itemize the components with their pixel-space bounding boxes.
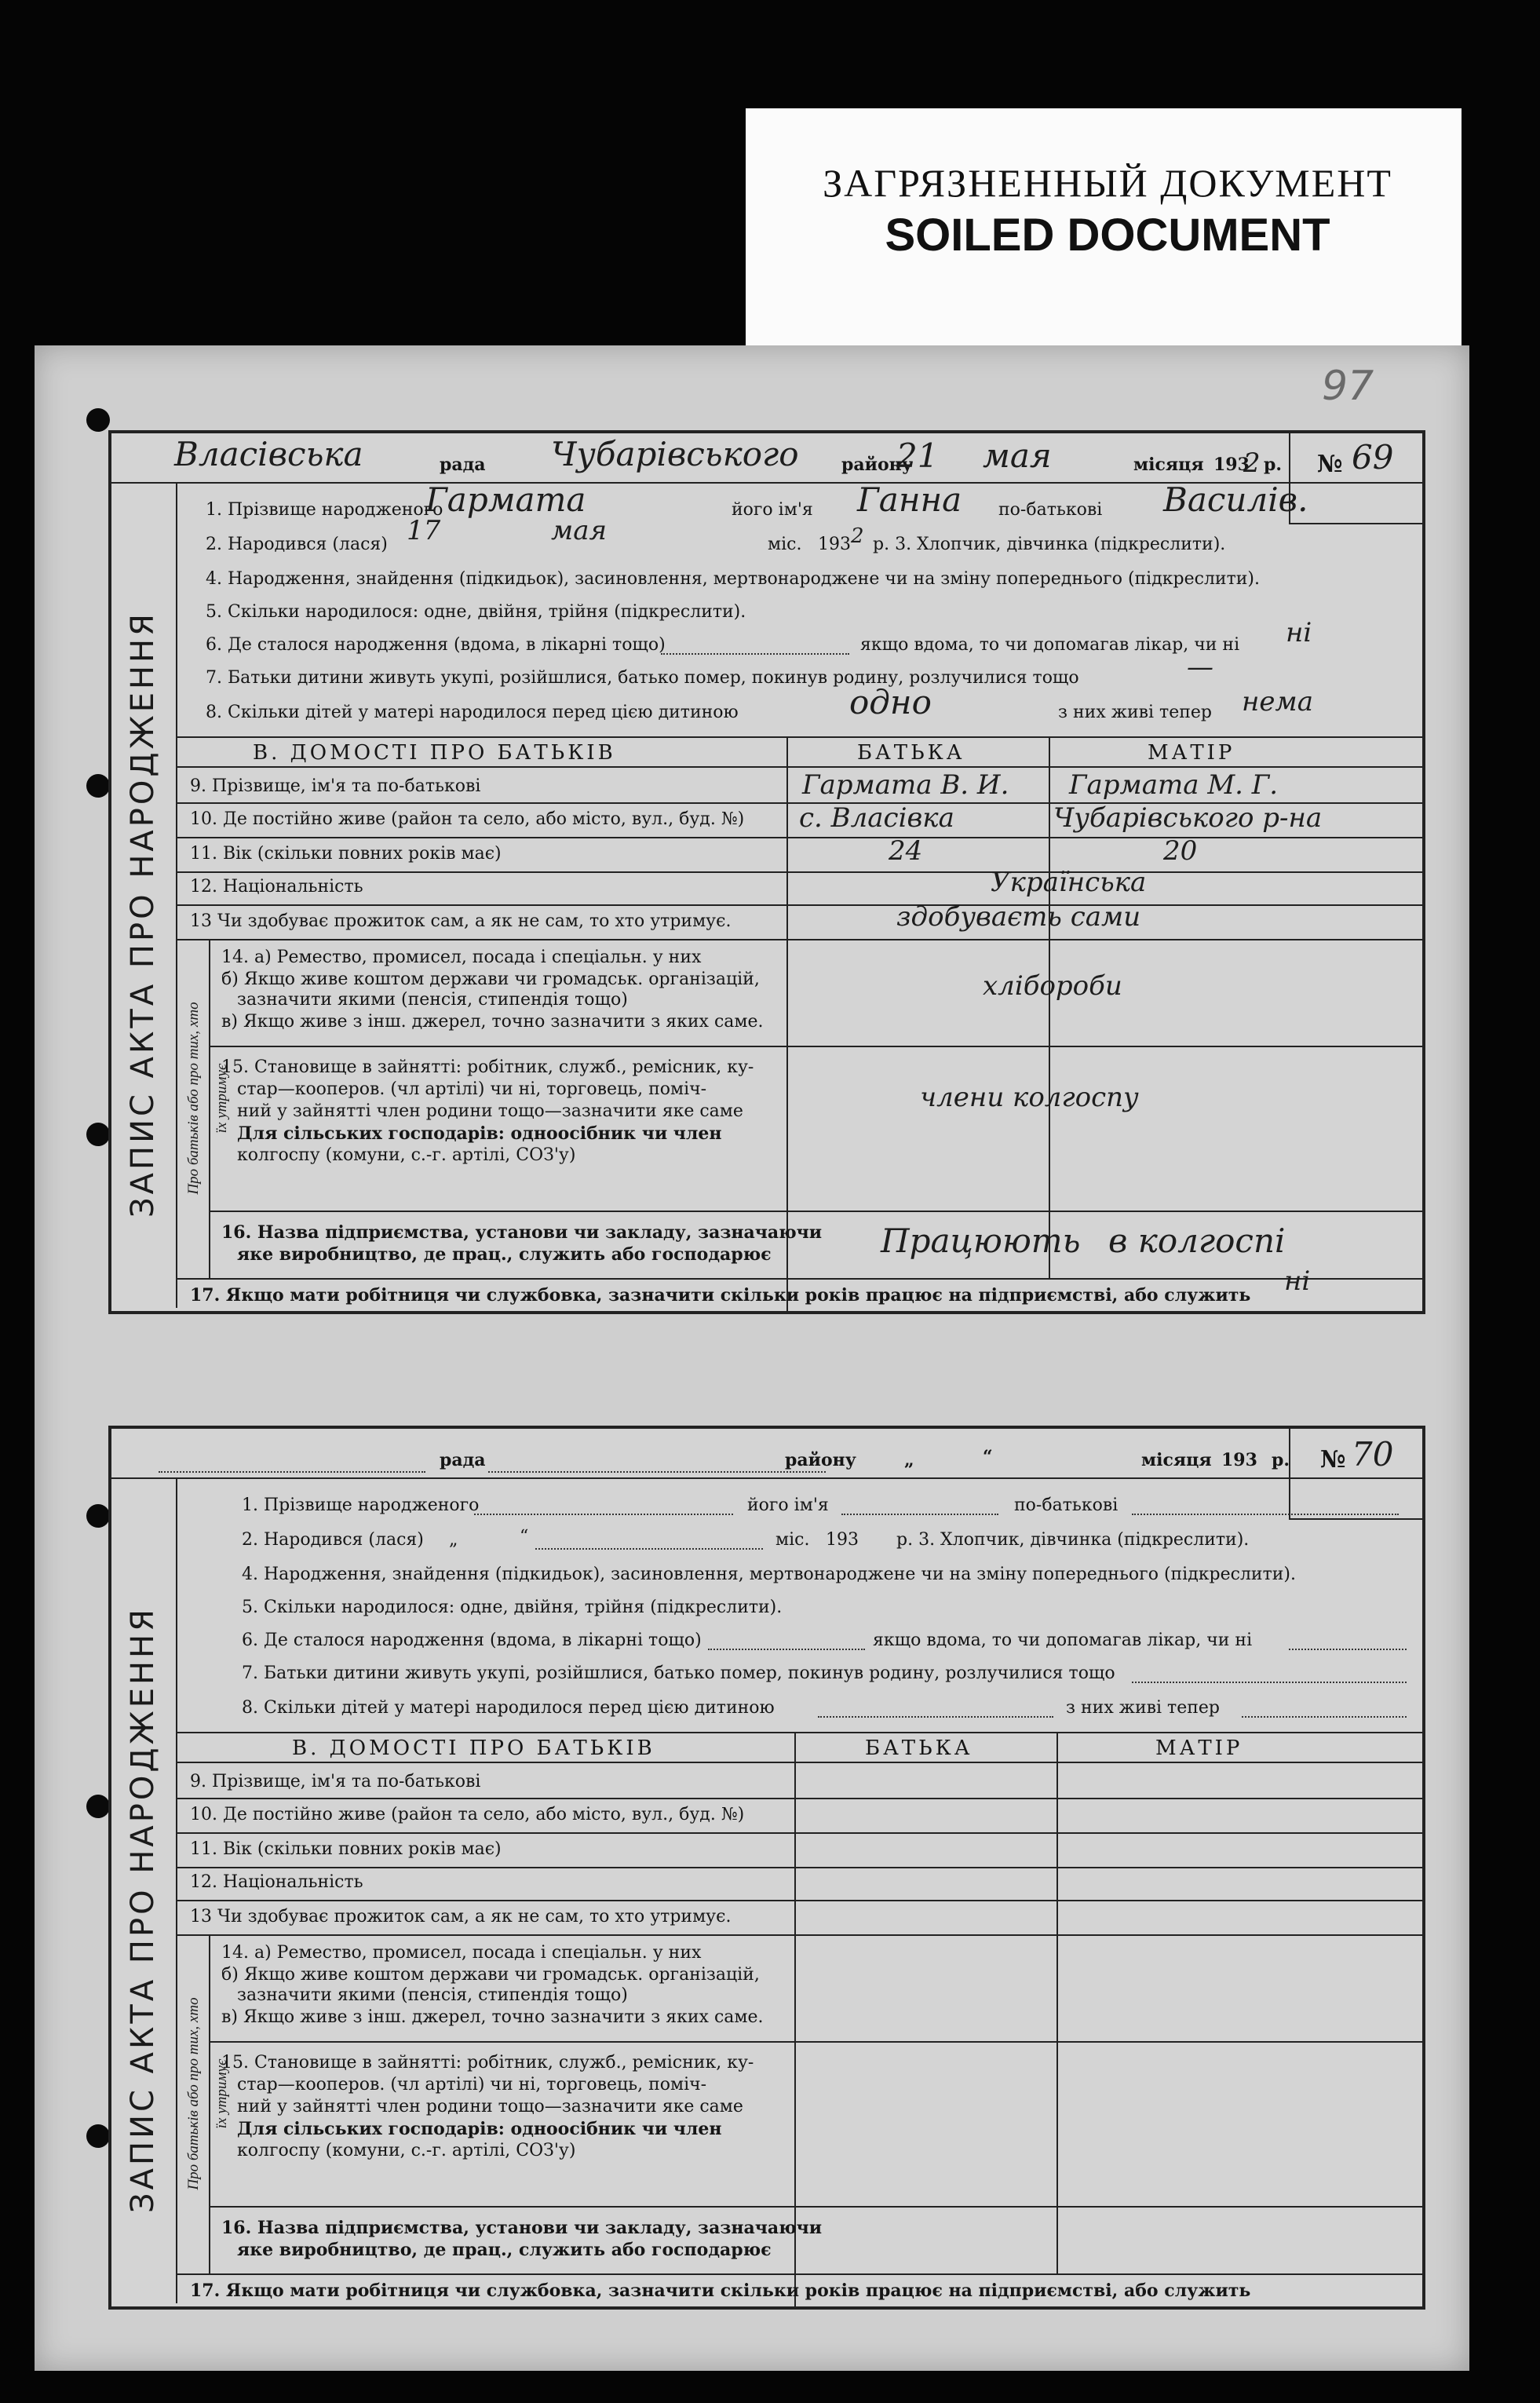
hw-father-name: Гармата В. И. (802, 769, 1009, 801)
punch-hole (86, 408, 110, 432)
hw-l7-answer: — (1187, 652, 1213, 683)
hw-workplace-2: в колгоспі (1108, 1222, 1286, 1260)
rada-label: рада (440, 455, 486, 475)
label-russian: ЗАГРЯЗНЕННЫЙ ДОКУМЕНТ (823, 161, 1392, 205)
hw-age-father: 24 (889, 835, 923, 867)
hw-born-year-digit: 2 (851, 524, 864, 548)
hw-children-before: одно (849, 683, 932, 721)
side-title: ЗАПИС АКТА ПРО НАРОДЖЕННЯ (125, 611, 161, 1218)
hw-l17-answer: ні (1284, 1265, 1311, 1297)
hw-born-day: 17 (407, 515, 441, 546)
hw-mother-name: Гармата М. Г. (1069, 769, 1279, 801)
document-sheet (35, 345, 1469, 2371)
number-sign: № (1317, 451, 1343, 478)
birth-record-form-1: рада району місяця 193 р. № Власівська Чубарівського 21 мая 2 69 ЗАПИС АКТА ПРО НАРОДЖЕННЯ 1. Прізвище народженого його ім'я по-батькові Гармата Ганна Василів. 2. Народився (лася) 17 мая міс. 193 2 р. 3. Хлопчик, дівчинка (підкреслити). 4. Народження, знайдення (підкидьок), засиновлення, мертвонароджене чи на зміну попереднього (підкреслити). 5. Скільки народилося: одне, двійня, трійня (підкреслити). 6. Де сталося народження (вдома, в лікарні тощо) якщо вдома, то чи допомагав лікар, чи ні ні 7. Батьки дитини живуть укупі, розійшлися, батько помер, покинув родину, розлучилися тощо — 8. Скільки дітей у матері народилося перед цією дитиною одно з них живі тепер нема В. ДОМОСТІ ПРО БАТЬКІВ БАТЬКА МАТІР 9. Прізвище, ім'я та по-батькові 10. Де постійно живе (район та село, або місто, вул., буд. №) 11. Вік (скільки повних років має) 12. Національність 13 Чи здобуває прожиток сам, а як не сам, то хто утримує. Гармата В. И. Гармата М. Г. с. Власівка Чубарівського р-на 24 20 Українська здобуваєть сами Про батьків або про тих, хто їх утримує 14. а) Ремество, промисел, посада і спеціальн. у них б) Якщо живе коштом держави чи громадськ. організацій, зазначити якими (пенсія, стипендія тощо) в) Якщо живе з інш. джерел, точно зазначити з яких саме. хлібороби 15. Становище в зайнятті: робітник, служб., ремісник, ку- стар—кооперов. (чл артілі) чи ні, торговець, поміч- ний у зайнятті член родини тощо—зазначити яке саме Для сільських господарів: одноосібник чи член колгоспу (комуни, с.-г. артілі, СОЗ'у) члени колгоспу 16. Назва підприємства, установи чи закладу, зазначаючи яке виробництво, де прац., служить або господарює Працюють в колгоспі 17. Якщо мати робітниця чи службовка, зазначити скільки років працює на підприємстві, або служить ні (108, 430, 1425, 1314)
soiled-document-label (746, 108, 1462, 353)
punch-hole (86, 774, 110, 798)
hw-born-month: мая (551, 515, 607, 546)
hw-l6-answer: ні (1286, 617, 1312, 648)
side-title-2: ЗАПИС АКТА ПРО НАРОДЖЕННЯ (125, 1606, 161, 2213)
year-printed: 193 (1213, 455, 1250, 475)
hw-day: 21 (896, 436, 939, 475)
hw-children-alive: нема (1242, 686, 1313, 718)
hw-status: члени колгоспу (920, 1082, 1139, 1113)
folio-number: 97 (1322, 363, 1374, 410)
hw-surname: Гармата (425, 480, 586, 519)
label-english: SOILED DOCUMENT (885, 210, 1330, 261)
punch-hole (86, 2124, 110, 2148)
punch-hole (86, 1504, 110, 1528)
hw-workplace-1: Працюють (881, 1222, 1081, 1260)
hw-occupation: хлібороби (983, 970, 1122, 1002)
hw-year-digit: 2 (1243, 447, 1261, 479)
punch-hole (86, 1795, 110, 1818)
hw-nationality: Українська (991, 867, 1147, 898)
hw-residence-mother: Чубарівського р-на (1053, 802, 1323, 834)
hw-number-2: 70 (1352, 1435, 1394, 1474)
hw-residence-father: с. Власівка (799, 802, 954, 834)
hw-number: 69 (1352, 438, 1394, 477)
month-label: місяця (1133, 455, 1204, 475)
hw-support: здобуваєть сами (896, 901, 1141, 933)
hw-month: мая (983, 436, 1052, 475)
line-1-label: 1. Прізвище народженого (206, 500, 443, 520)
punch-hole (86, 1123, 110, 1146)
hw-age-mother: 20 (1163, 835, 1198, 867)
hw-district: Чубарівського (551, 435, 799, 473)
hw-patronymic: Василів. (1163, 480, 1308, 519)
raion-label: району (841, 455, 913, 475)
hw-name: Ганна (857, 480, 962, 519)
hw-village: Власівська (174, 435, 363, 473)
birth-record-form-2: рада району „ “ місяця 193 р. № 70 ЗАПИС АКТА ПРО НАРОДЖЕННЯ 1. Прізвище народженого його ім'я по-батькові 2. Народився (лася) „ “ міс. 193 р. 3. Хлопчик, дівчинка (підкреслити). 4. Народження, знайдення (підкидьок), засиновлення, мертвонароджене чи на зміну попереднього (підкреслити). 5. Скільки народилося: одне, двійня, трійня (підкреслити). 6. Де сталося народження (вдома, в лікарні тощо) якщо вдома, то чи допомагав лікар, чи ні 7. Батьки дитини живуть укупі, розійшлися, батько помер, покинув родину, розлучилися тощо 8. Скільки дітей у матері народилося перед цією дитиною з них живі тепер В. ДОМОСТІ ПРО БАТЬКІВ БАТЬКА МАТІР 9. Прізвище, ім'я та по-батькові 10. Де постійно живе (район та село, або місто, вул., буд. №) 11. Вік (скільки повних років має) 12. Національність 13 Чи здобуває прожиток сам, а як не сам, то хто утримує. Про батьків або про тих, хто їх утримує 14. а) Ремество, промисел, посада і спеціальн. у них б) Якщо живе коштом держави чи громадськ. організацій, зазначити якими (пенсія, стипендія тощо) в) Якщо живе з інш. джерел, точно зазначити з яких саме. 15. Становище в зайнятті: робітник, служб., ремісник, ку- стар—кооперов. (чл артілі) чи ні, торговець, поміч- ний у зайнятті член родини тощо—зазначити яке саме Для сільських господарів: одноосібник чи член колгоспу (комуни, с.-г. артілі, СОЗ'у) 16. Назва підприємства, установи чи закладу, зазначаючи яке виробництво, де прац., служить або господарює 17. Якщо мати робітниця чи службовка, зазначити скільки років працює на підприємстві, або служить (108, 1426, 1425, 2310)
